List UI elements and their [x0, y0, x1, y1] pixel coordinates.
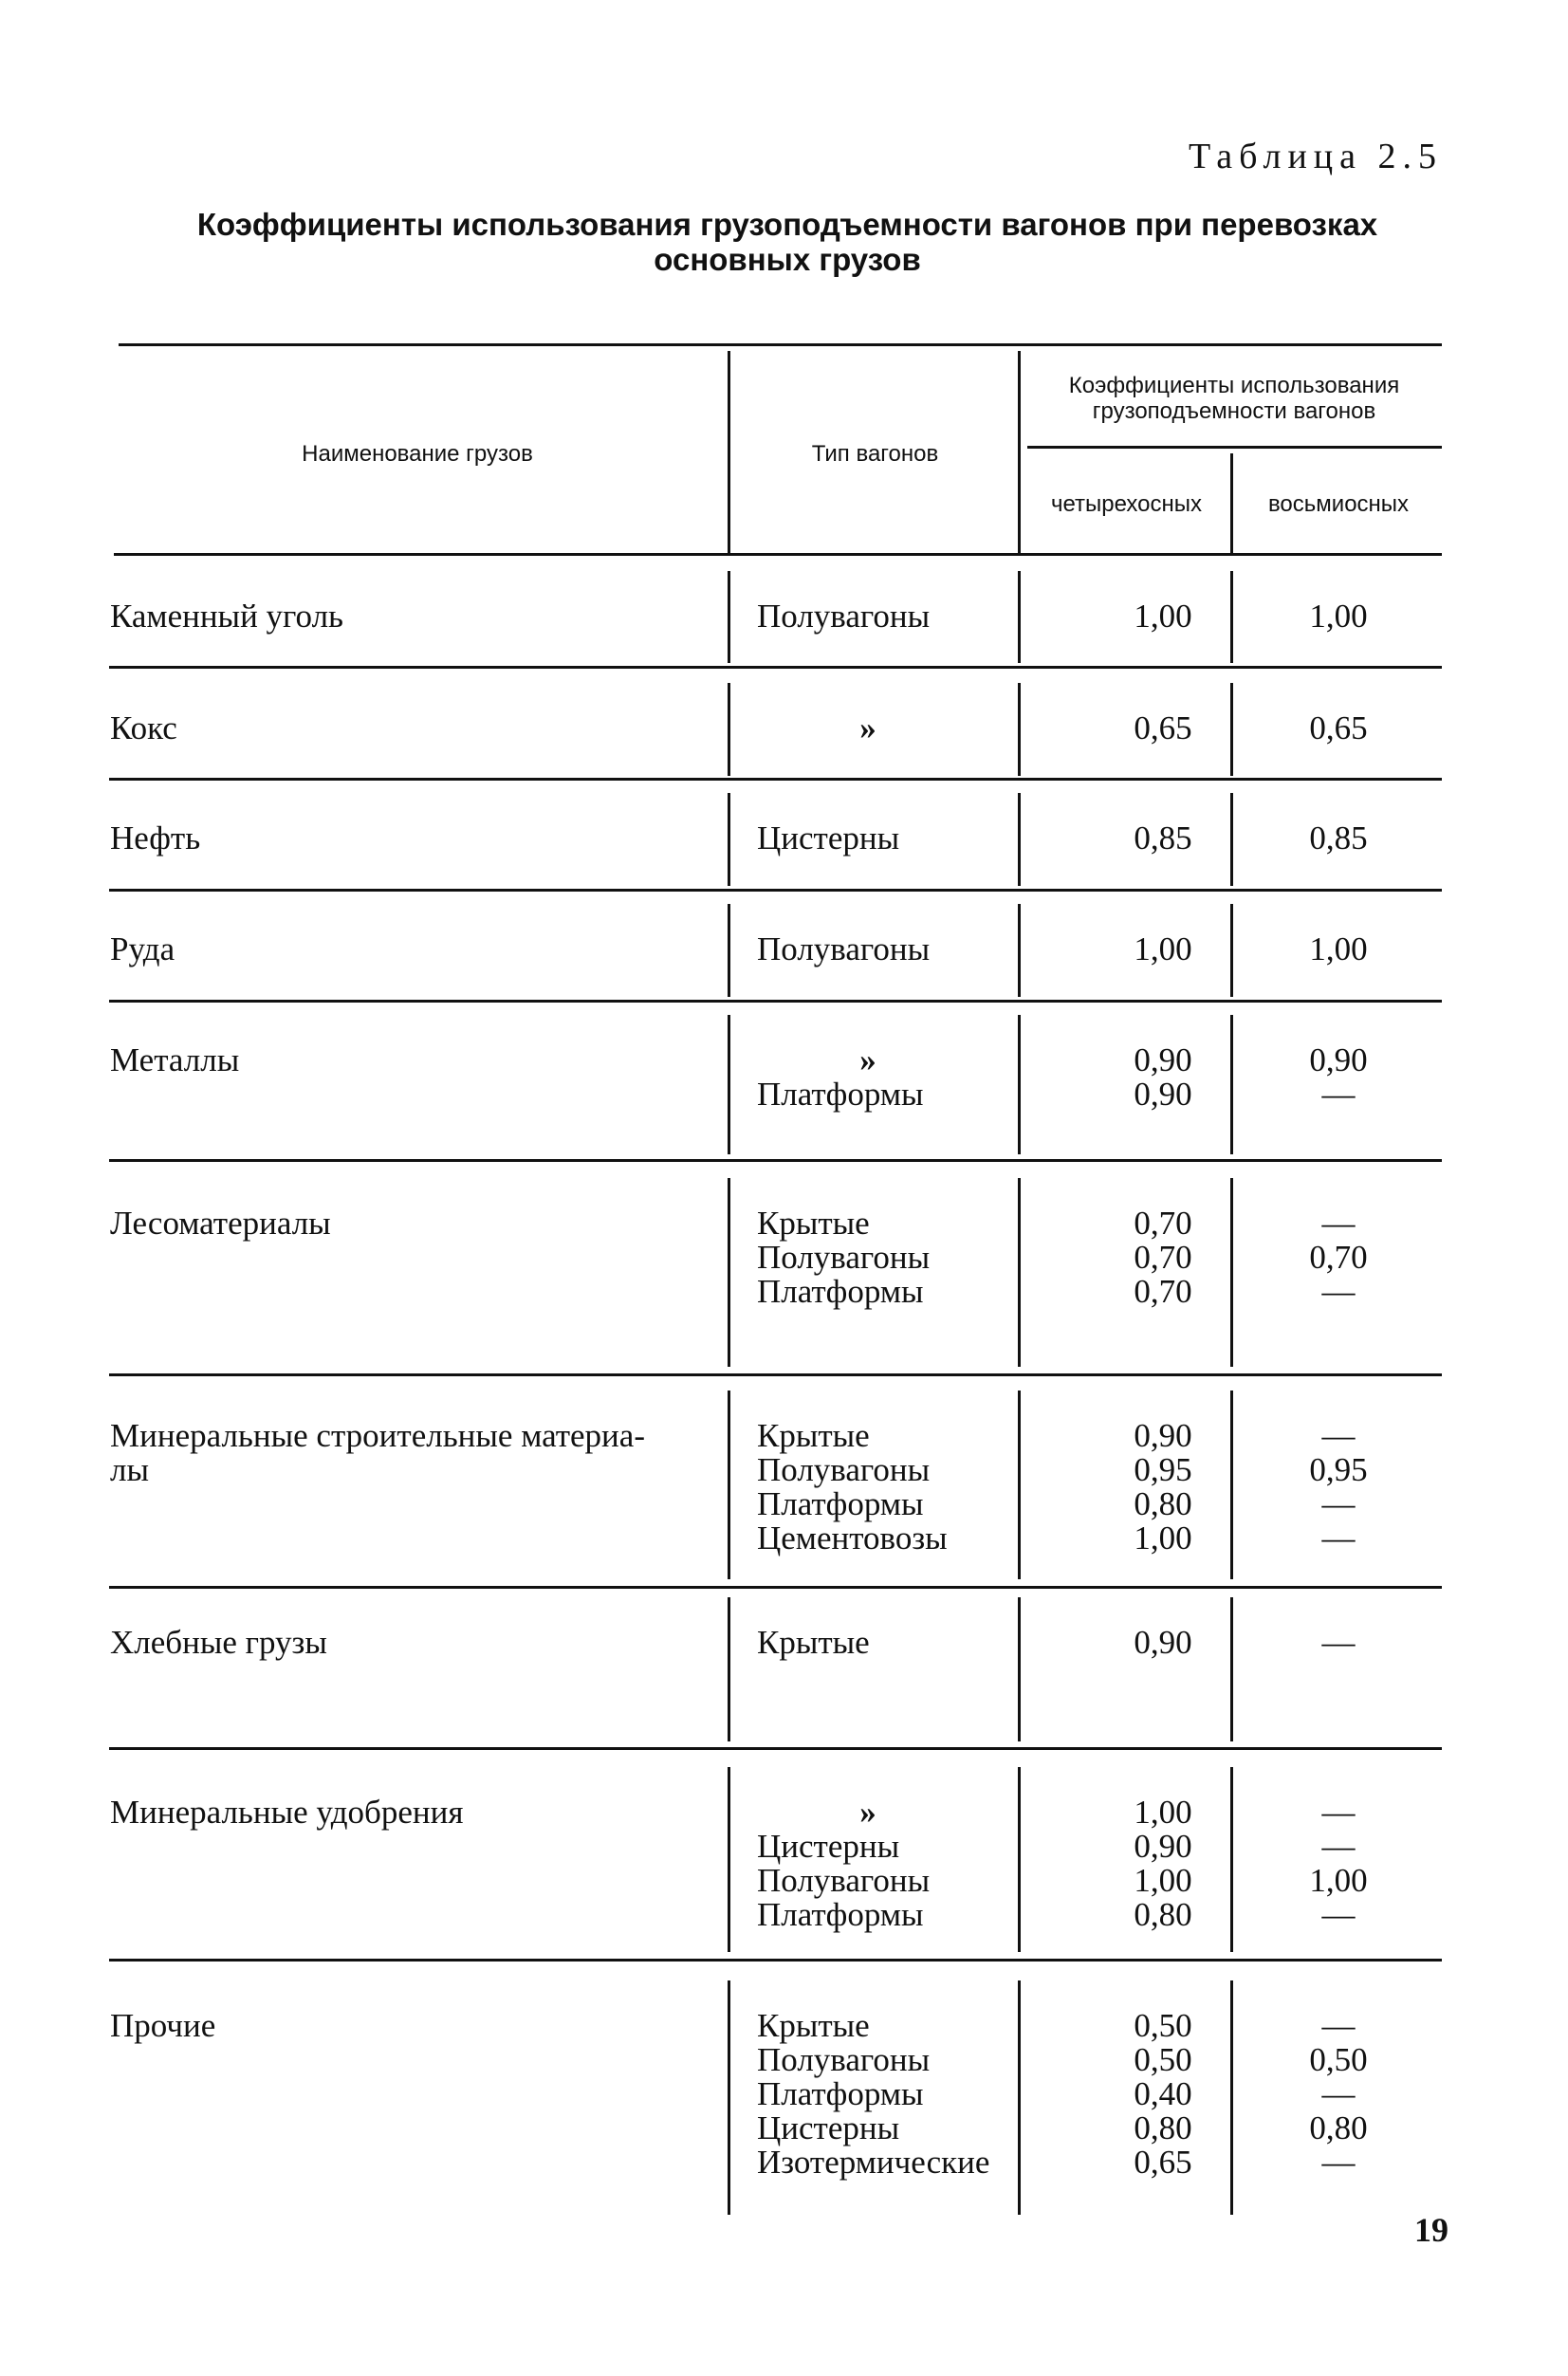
coef-eight-axle: — [1321, 2144, 1356, 2181]
coef-eight-axle: 1,00 [1309, 930, 1368, 967]
coef-four-axle: 1,00 [1134, 930, 1192, 967]
cargo-name: Прочие [110, 2007, 216, 2044]
column-rule [1018, 904, 1021, 997]
coef-four-axle: 0,90 [1134, 1624, 1192, 1661]
ditto-mark: » [859, 1794, 876, 1831]
row-separator [109, 1000, 1442, 1003]
coef-eight-axle: — [1321, 2007, 1356, 2044]
coef-four-axle: 0,90 [1134, 1828, 1192, 1865]
coef-four-axle: 1,00 [1134, 1862, 1192, 1899]
row-separator [109, 778, 1442, 781]
column-rule [1018, 571, 1021, 663]
cargo-name: Руда [110, 930, 175, 967]
coef-four-axle: 0,70 [1134, 1273, 1192, 1310]
table-title: Коэффициенты использования грузоподъемности вагонов при перевозках основных грузов [196, 207, 1378, 277]
coef-eight-axle: 0,95 [1309, 1451, 1368, 1488]
wagon-type: Крытые [757, 1624, 870, 1661]
header-eight-axle: восьмиосных [1267, 491, 1410, 517]
coef-eight-axle: — [1321, 1828, 1356, 1865]
row-separator [109, 1747, 1442, 1750]
wagon-type: Платформы [757, 2075, 924, 2112]
column-rule [728, 1597, 730, 1741]
cargo-name: Хлебные грузы [110, 1624, 327, 1661]
table-label: Таблица 2.5 [1188, 137, 1443, 176]
coef-eight-axle: — [1321, 1205, 1356, 1242]
coef-eight-axle: — [1321, 1896, 1356, 1933]
coef-eight-axle: 0,70 [1309, 1239, 1368, 1276]
wagon-type: Цистерны [757, 1828, 900, 1865]
cargo-name: Лесоматериалы [110, 1205, 331, 1242]
coef-four-axle: 0,65 [1134, 709, 1192, 746]
row-separator [109, 666, 1442, 669]
coef-four-axle: 0,65 [1134, 2144, 1192, 2181]
coef-header-rule [1027, 446, 1442, 449]
coef-eight-axle: 0,50 [1309, 2041, 1368, 2078]
coef-four-axle: 0,40 [1134, 2075, 1192, 2112]
column-rule [728, 904, 730, 997]
coef-four-axle: 0,50 [1134, 2041, 1192, 2078]
coef-eight-axle: 0,65 [1309, 709, 1368, 746]
header-col-rule [1230, 453, 1233, 553]
wagon-type: Крытые [757, 1205, 870, 1242]
coef-eight-axle: — [1321, 1417, 1356, 1454]
cargo-name: Металлы [110, 1041, 240, 1078]
column-rule [728, 571, 730, 663]
row-separator [109, 1959, 1442, 1962]
coef-eight-axle: — [1321, 1794, 1356, 1831]
coef-four-axle: 0,80 [1134, 2109, 1192, 2146]
header-bottom-rule [114, 553, 1442, 556]
coef-eight-axle: — [1321, 1076, 1356, 1113]
header-cargo: Наименование грузов [302, 441, 533, 467]
ditto-mark: » [859, 709, 876, 746]
column-rule [1018, 793, 1021, 886]
coef-four-axle: 0,90 [1134, 1041, 1192, 1078]
header-four-axle: четырехосных [1050, 491, 1203, 517]
column-rule [728, 1391, 730, 1579]
row-separator [109, 889, 1442, 892]
coef-four-axle: 0,70 [1134, 1239, 1192, 1276]
wagon-type: Цистерны [757, 820, 900, 856]
wagon-type: Полувагоны [757, 598, 931, 635]
wagon-type: Крытые [757, 2007, 870, 2044]
coef-eight-axle: — [1321, 2075, 1356, 2112]
coef-eight-axle: — [1321, 1624, 1356, 1661]
wagon-type: Платформы [757, 1076, 924, 1113]
column-rule [728, 1767, 730, 1952]
row-separator [109, 1586, 1442, 1589]
coef-four-axle: 0,80 [1134, 1485, 1192, 1522]
row-separator [109, 1159, 1442, 1162]
cargo-name: Нефть [110, 820, 201, 856]
cargo-name: Минеральные удобрения [110, 1794, 464, 1831]
header-col-rule [728, 351, 730, 553]
wagon-type: Крытые [757, 1417, 870, 1454]
cargo-name: Каменный уголь [110, 598, 344, 635]
wagon-type: Полувагоны [757, 2041, 931, 2078]
column-rule [1018, 1767, 1021, 1952]
coef-eight-axle: 1,00 [1309, 598, 1368, 635]
coef-eight-axle: — [1321, 1520, 1356, 1556]
coef-eight-axle: 0,85 [1309, 820, 1368, 856]
coef-four-axle: 0,70 [1134, 1205, 1192, 1242]
column-rule [1018, 1178, 1021, 1367]
coef-four-axle: 0,85 [1134, 820, 1192, 856]
coef-four-axle: 1,00 [1134, 598, 1192, 635]
column-rule [728, 683, 730, 776]
coef-eight-axle: — [1321, 1273, 1356, 1310]
cargo-name: Минеральные строительные материа- [110, 1417, 645, 1454]
coef-eight-axle: — [1321, 1485, 1356, 1522]
coef-four-axle: 0,90 [1134, 1417, 1192, 1454]
coef-four-axle: 0,50 [1134, 2007, 1192, 2044]
wagon-type: Изотермические [757, 2144, 990, 2181]
wagon-type: Платформы [757, 1896, 924, 1933]
coef-four-axle: 1,00 [1134, 1794, 1192, 1831]
coef-four-axle: 0,80 [1134, 1896, 1192, 1933]
column-rule [728, 1980, 730, 2215]
coef-eight-axle: 1,00 [1309, 1862, 1368, 1899]
coef-four-axle: 0,90 [1134, 1076, 1192, 1113]
wagon-type: Полувагоны [757, 1862, 931, 1899]
cargo-name: Кокс [110, 709, 177, 746]
wagon-type: Цистерны [757, 2109, 900, 2146]
column-rule [1018, 1391, 1021, 1579]
column-rule [728, 1015, 730, 1154]
column-rule [1018, 1015, 1021, 1154]
page-number: 19 [1414, 2211, 1448, 2249]
coef-eight-axle: 0,90 [1309, 1041, 1368, 1078]
wagon-type: Полувагоны [757, 1451, 931, 1488]
wagon-type: Цементовозы [757, 1520, 948, 1556]
coef-four-axle: 1,00 [1134, 1520, 1192, 1556]
wagon-type: Полувагоны [757, 930, 931, 967]
column-rule [1230, 1597, 1233, 1741]
ditto-mark: » [859, 1041, 876, 1078]
row-separator [109, 1373, 1442, 1376]
coef-eight-axle: 0,80 [1309, 2109, 1368, 2146]
coef-four-axle: 0,95 [1134, 1451, 1192, 1488]
column-rule [1018, 1597, 1021, 1741]
column-rule [1018, 683, 1021, 776]
header-col-rule [1018, 351, 1021, 553]
wagon-type: Полувагоны [757, 1239, 931, 1276]
column-rule [728, 1178, 730, 1367]
table-top-rule [119, 343, 1442, 346]
header-wagon-type: Тип вагонов [811, 441, 939, 467]
wagon-type: Платформы [757, 1273, 924, 1310]
column-rule [1018, 1980, 1021, 2215]
header-coefficients: Коэффициенты использования грузоподъемности вагонов [1068, 373, 1400, 424]
column-rule [728, 793, 730, 886]
wagon-type: Платформы [757, 1485, 924, 1522]
cargo-name-continued: лы [110, 1451, 149, 1488]
